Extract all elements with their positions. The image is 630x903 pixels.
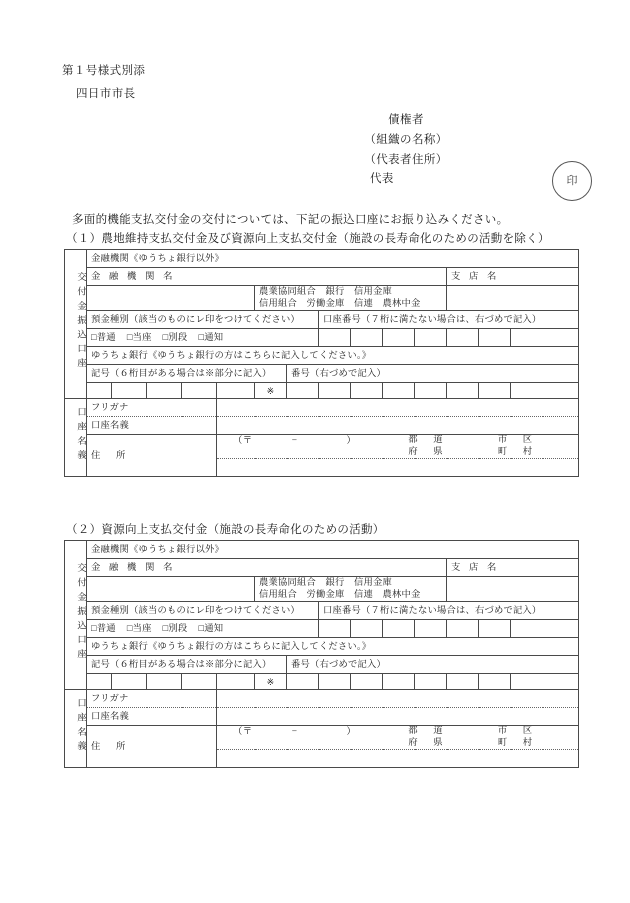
account-holder-label: 口座名義 [87,417,217,435]
vertical-label-transfer-account: 交付金振込口座 [65,541,87,690]
post-number-digit[interactable] [415,383,447,399]
address-input[interactable] [217,459,579,477]
organization-name-label: （組織の名称） [364,134,448,146]
symbol-digit[interactable] [147,383,182,399]
table-row [65,559,579,577]
account-number-digit[interactable] [447,329,479,347]
table-row [65,656,579,674]
table-row [65,399,579,417]
japan-post-header: ゆうちょ銀行《ゆうちょ銀行の方はこちらに記入してください。》 [87,347,579,365]
post-number-digit[interactable] [319,383,351,399]
post-number-digit[interactable] [447,674,479,690]
table-row [65,674,579,690]
postal-code-field[interactable]: （〒 − ） [233,436,357,446]
account-holder-input[interactable] [217,417,579,435]
table-row [65,638,579,656]
table-row [65,286,579,311]
account-number-digit[interactable] [351,620,383,638]
vertical-label-transfer-account: 交付金振込口座 [65,250,87,399]
symbol-digit[interactable] [112,674,147,690]
account-number-label: 口座番号（７桁に満たない場合は、右づめで記入） [319,311,579,329]
symbol-label: 記号（６桁目がある場合は※部分に記入） [87,365,287,383]
table-row [65,311,579,329]
section-1-title: （１）農地維持支払交付金及び資源向上支払交付金（施設の長寿命化のための活動を除く） [66,233,550,245]
account-number-digit[interactable] [319,620,351,638]
representative-address-label: （代表者住所） [364,154,448,166]
post-number-digit[interactable] [319,674,351,690]
account-number-digit[interactable] [479,620,511,638]
post-number-digit[interactable] [479,383,511,399]
deposit-type-checkboxes[interactable] [87,620,319,638]
account-number-digit[interactable] [415,620,447,638]
post-number-digit[interactable] [383,674,415,690]
prefecture-label: 都 道 府 県 [408,726,446,748]
table-row [65,726,579,750]
account-number-digit[interactable] [351,329,383,347]
creditor-block [256,110,556,170]
symbol-digit[interactable] [87,383,112,399]
furigana-label: フリガナ [87,690,217,708]
address-input[interactable] [217,750,579,768]
bank-header-cell: 金融機関《ゆうちょ銀行以外》 [87,541,579,559]
post-number-digit[interactable] [351,383,383,399]
postal-code-field[interactable]: （〒 − ） [233,727,357,737]
table-row [65,383,579,399]
account-number-digit[interactable] [383,620,415,638]
table-row [65,365,579,383]
table-row [65,417,579,435]
post-number-digit[interactable] [287,674,319,690]
post-number-digit[interactable] [287,383,319,399]
checkbox-tsuuchi[interactable]: □通知 [198,623,224,634]
account-holder-input[interactable] [217,708,579,726]
account-number-digit[interactable] [447,620,479,638]
symbol-digit[interactable] [147,674,182,690]
bank-type-options[interactable]: 農業協同組合 銀行 信用金庫 信用組合 労働金庫 信連 農林中金 [255,577,447,602]
branch-name-label: 支 店 名 [447,268,579,286]
japan-post-header: ゆうちょ銀行《ゆうちょ銀行の方はこちらに記入してください。》 [87,638,579,656]
post-number-label: 番号（右づめで記入） [287,365,579,383]
bank-type-options[interactable]: 農業協同組合 銀行 信用金庫 信用組合 労働金庫 信連 農林中金 [255,286,447,311]
account-number-label: 口座番号（７桁に満たない場合は、右づめで記入） [319,602,579,620]
checkbox-futsuu[interactable]: □普通 [91,623,116,634]
address-label: 住 所 [87,726,217,768]
bank-name-label: 金 融 機 関 名 [87,559,447,577]
prefecture-label: 都 道 府 県 [408,435,446,457]
deposit-type-label: 預金種別（該当のものにレ印をつけてください） [87,602,319,620]
furigana-input[interactable] [217,399,579,417]
deposit-type-checkboxes[interactable] [87,329,319,347]
symbol-digit[interactable] [182,674,217,690]
table-row [65,602,579,620]
checkbox-touza[interactable]: □当座 [126,332,152,343]
symbol-digit-extra[interactable]: ※ [255,674,287,690]
post-number-digit[interactable] [511,674,579,690]
symbol-digit[interactable] [182,383,217,399]
table-row [65,435,579,459]
addressee: 四日市市長 [76,88,136,100]
post-number-digit[interactable] [511,383,579,399]
post-number-digit[interactable] [415,674,447,690]
symbol-label: 記号（６桁目がある場合は※部分に記入） [87,656,287,674]
account-number-digit[interactable] [415,329,447,347]
post-number-digit[interactable] [447,383,479,399]
symbol-digit[interactable] [87,674,112,690]
seal-stamp-icon: 印 [552,161,592,201]
symbol-digit[interactable] [112,383,147,399]
branch-name-label: 支 店 名 [447,559,579,577]
vertical-label-account-holder: 口座名義 [65,399,87,477]
address-postal-row[interactable] [217,435,579,459]
table-row [65,268,579,286]
vertical-label-account-holder: 口座名義 [65,690,87,768]
bank-account-table-1 [64,249,579,477]
bank-header-cell: 金融機関《ゆうちょ銀行以外》 [87,250,579,268]
checkbox-touza[interactable]: □当座 [126,623,152,634]
creditor-label: 債権者 [388,114,424,126]
table-row [65,250,579,268]
symbol-digit[interactable] [217,674,255,690]
post-number-digit[interactable] [479,674,511,690]
table-row [65,708,579,726]
checkbox-betsudan[interactable]: □別段 [162,332,188,343]
post-number-label: 番号（右づめで記入） [287,656,579,674]
table-row [65,577,579,602]
table-row [65,347,579,365]
symbol-digit[interactable] [217,383,255,399]
bank-name-input[interactable] [87,286,255,311]
representative-label: 代表 [370,173,394,185]
symbol-digit-extra[interactable]: ※ [255,383,287,399]
branch-name-input[interactable] [447,286,579,311]
furigana-input[interactable] [217,690,579,708]
bank-name-label: 金 融 機 関 名 [87,268,447,286]
address-postal-row[interactable] [217,726,579,750]
table-row [65,541,579,559]
bank-name-input[interactable] [87,577,255,602]
furigana-label: フリガナ [87,399,217,417]
intro-text: 多面的機能支払交付金の交付については、下記の振込口座にお振り込みください。 [72,214,509,226]
account-number-digit[interactable] [319,329,351,347]
form-number: 第１号様式別添 [62,65,146,77]
account-number-digit[interactable] [383,329,415,347]
post-number-digit[interactable] [383,383,415,399]
checkbox-betsudan[interactable]: □別段 [162,623,188,634]
account-number-digit[interactable] [511,329,579,347]
deposit-type-label: 預金種別（該当のものにレ印をつけてください） [87,311,319,329]
account-number-digit[interactable] [479,329,511,347]
table-row [65,329,579,347]
bank-account-table-2 [64,540,579,768]
post-number-digit[interactable] [351,674,383,690]
account-holder-label: 口座名義 [87,708,217,726]
checkbox-tsuuchi[interactable]: □通知 [198,332,224,343]
table-row [65,620,579,638]
table-row [65,690,579,708]
city-label: 市 区 町 村 [497,435,536,457]
city-label: 市 区 町 村 [497,726,536,748]
account-number-digit[interactable] [511,620,579,638]
section-2-title: （２）資源向上支払交付金（施設の長寿命化のための活動） [66,524,385,536]
checkbox-futsuu[interactable]: □普通 [91,332,116,343]
address-label: 住 所 [87,435,217,477]
branch-name-input[interactable] [447,577,579,602]
